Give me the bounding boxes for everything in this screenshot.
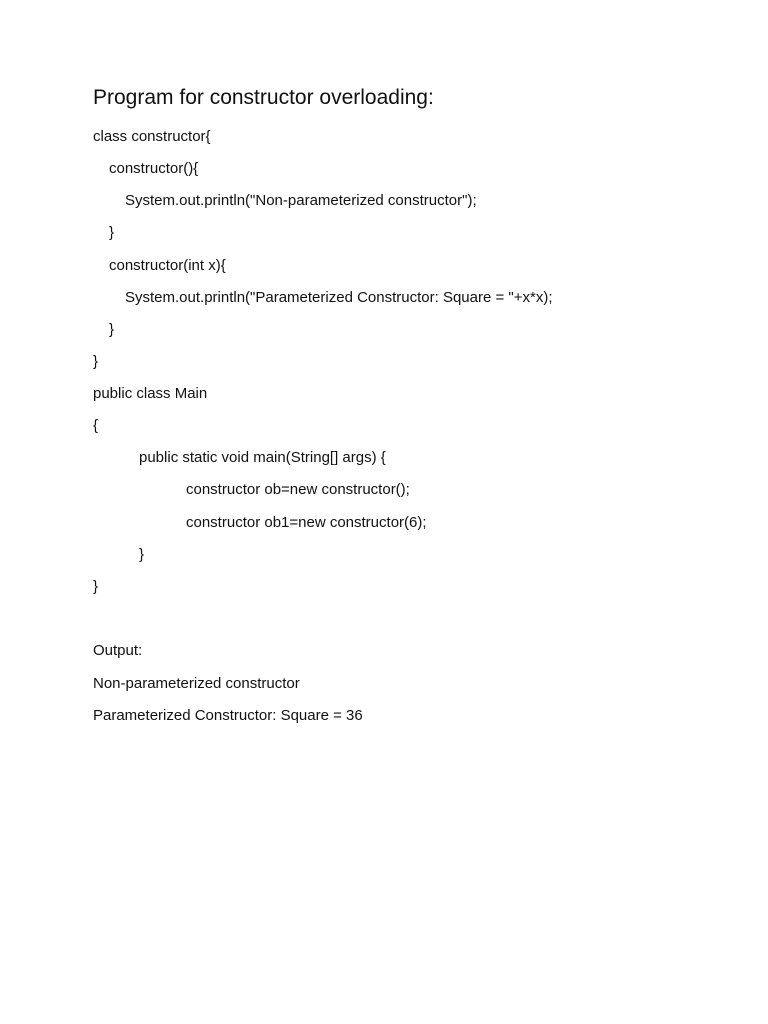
code-line: constructor ob=new constructor(); [186, 481, 410, 498]
code-line: System.out.println("Non-parameterized constructor"); [125, 192, 477, 209]
page-title: Program for constructor overloading: [93, 86, 434, 109]
code-line: constructor(){ [109, 160, 199, 177]
output-label: Output: [93, 642, 143, 659]
code-line: public class Main [93, 385, 208, 402]
code-line: } [93, 353, 99, 370]
code-line: } [109, 321, 115, 338]
code-line: } [109, 224, 115, 241]
code-line: } [93, 578, 99, 595]
code-line: class constructor{ [93, 128, 211, 145]
output-line: Non-parameterized constructor [93, 675, 300, 692]
code-line: public static void main(String[] args) { [139, 449, 386, 466]
code-line: { [93, 417, 99, 434]
output-line: Parameterized Constructor: Square = 36 [93, 707, 363, 724]
code-line: System.out.println("Parameterized Constructor: Square = "+x*x); [125, 289, 553, 306]
code-line: constructor(int x){ [109, 257, 226, 274]
code-line: constructor ob1=new constructor(6); [186, 514, 427, 531]
code-line: } [139, 546, 145, 563]
